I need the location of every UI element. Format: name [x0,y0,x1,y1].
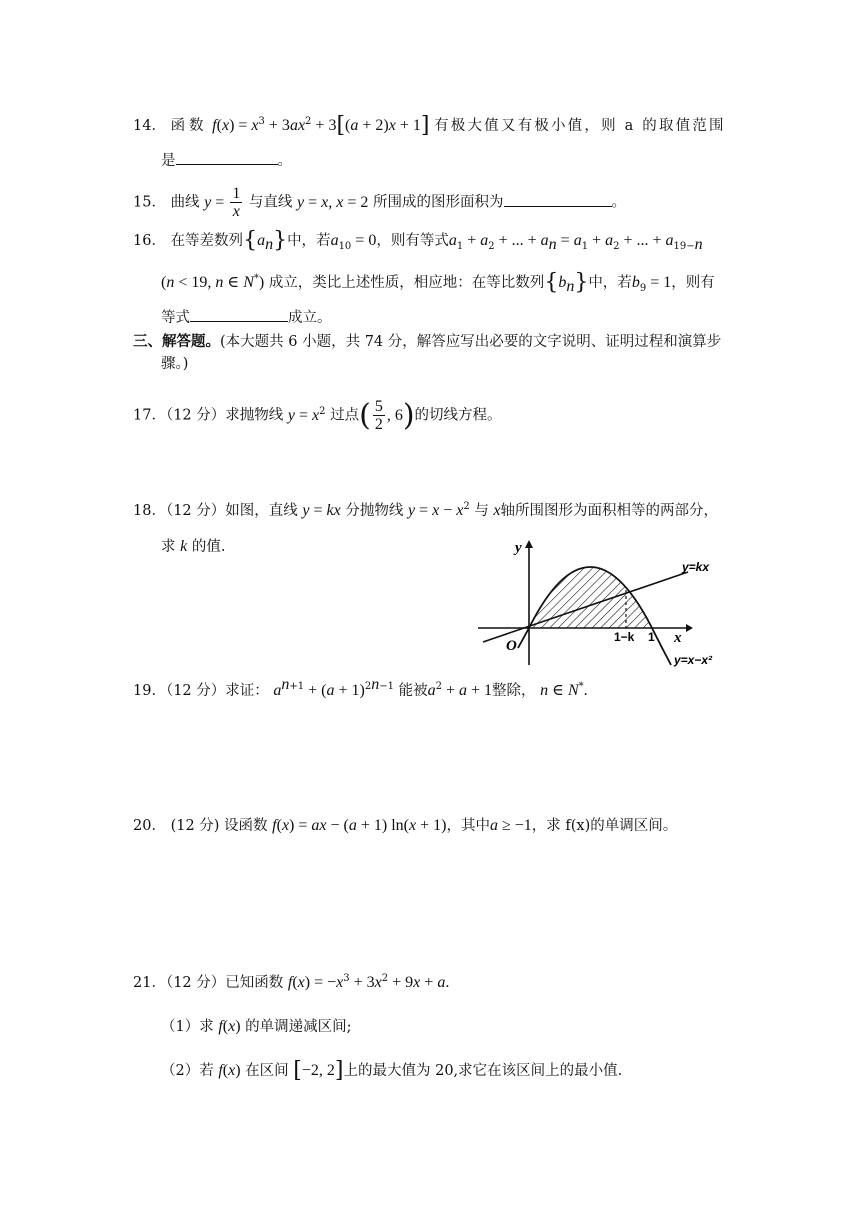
q17-text-2: 过点 [330,407,360,424]
q20-formula-1: f(x) = ax − (a + 1) ln(x + 1) [272,817,447,834]
q18-number: 18． [133,503,166,519]
q21-part2 [161,1058,623,1083]
q18-text-2: 分抛物线 [345,503,404,519]
q16-formula-sum: $a_1 + a_2$ + ... + $a_n = a_1 + a_2$ + ... + $a_{19-n}$ [448,232,703,253]
q20-text-2: ，其中 [446,818,490,834]
q19-formula-3: n ∈ N*. [540,681,588,699]
q19-text-1: 求证： [225,683,269,699]
q18-figure [478,538,738,672]
q16-answer-blank[interactable] [190,307,288,322]
section3-line2 [161,354,188,374]
label-tick-1: 1 [648,630,655,644]
q16-line2 [161,270,715,295]
q18-text-5: 求 [161,539,176,555]
q15-formula-1: y = $\frac{1}{x}$ [204,185,241,220]
q21-p2-text-1: 若 [199,1063,214,1079]
q15-formula-2: y = x, x = 2 [297,193,369,211]
q15-number: 15． [133,194,166,211]
q18-formula-k: k [180,538,188,555]
q16-formula-cond: (n < 19, n ∈ N*) [161,273,265,291]
q14-text-2: 有极大值又有极小值，则 a 的取值范围 [434,118,726,134]
q20-line [133,816,677,836]
q16-text-4: 成立，类比上述性质，相应地：在等比数列 [268,275,545,291]
q16-formula-b9: $b_9 = 1$ [631,274,672,294]
q20-score: (12 分) [170,818,220,834]
q21-p1-text-1: 求 [199,1019,214,1035]
q21-formula: $f(x) = -x^3 + 3x^2 + 9x + a$. [287,973,450,991]
q14-number: 14． [133,118,166,134]
q21-p2-label: （2） [161,1063,200,1079]
q20-number: 20． [133,818,166,834]
q15-text-3: 所围成的图形面积为 [373,194,504,211]
q14-text-4: 。 [277,153,292,169]
q15-answer-blank[interactable] [504,192,612,207]
q18-text-3: 与 [474,503,489,519]
q21-p1-formula: f(x) [218,1018,241,1035]
label-y: y [515,540,522,556]
label-curve: y=x−x² [674,653,713,667]
q19-score: （12 分） [165,683,226,699]
q18-formula-x: x [493,502,501,519]
section3-desc-1: (本大题共 6 小题，共 74 分，解答应写出必要的文字说明、证明过程和演算步 [220,334,722,350]
q21-p2-formula-2: [−2, 2] [293,1058,344,1083]
q21-p1-label: （1） [161,1019,200,1035]
q17-text-3: 的切线方程。 [414,407,502,424]
q17-text-1: 求抛物线 [225,407,284,424]
q19-formula-1: $a^{n+1} + (a + 1)^{2n-1}$ [273,676,394,699]
section3-line1 [133,332,721,352]
q16-number: 16． [133,233,166,249]
q19-line [133,676,588,701]
q16-formula-a10: $a_{10} = 0$ [330,232,377,252]
y-axis-arrow [525,540,533,548]
label-origin: O [506,638,517,654]
q19-number: 19． [133,683,166,699]
q21-p2-formula-1: f(x) [218,1062,241,1079]
q17-number: 17． [133,407,166,424]
q21-part1 [161,1017,352,1037]
q17-line [133,398,502,433]
q21-p2-text-3: 上的最大值为 20,求它在该区间上的最小值. [343,1063,623,1079]
q20-formula-2: a ≥ −1 [489,817,532,834]
label-tick-1k: 1−k [614,630,635,644]
q17-score: （12 分） [165,407,226,424]
q21-text-1: 已知函数 [225,975,284,991]
q14-formula: $f(x) = x^3 + 3ax^2 + 3[(a + 2)x + 1]$ [212,113,430,138]
q16-text-3: ，则有等式 [376,233,449,249]
q15-text-2: 与直线 [248,194,293,211]
q18-text-6: 的值. [191,539,226,555]
q21-score: （12 分） [165,975,226,991]
q15-text-1: 曲线 [170,194,200,211]
q19-formula-2: $a^2 + a + 1$ [427,681,493,699]
q18-formula-curve: $y = x - x^2$ [407,501,470,519]
section3-title: 三、解答题。 [133,333,220,350]
q18-score: （12 分） [165,503,226,519]
q16-text-5: 中，若 [588,275,632,291]
q18-line2 [161,537,225,557]
q14-text-3: 是 [161,153,176,169]
q14-answer-blank[interactable] [176,150,278,165]
q16-formula-an: $\{a_n\}$ [243,228,288,253]
q18-text-1: 如图，直线 [225,503,298,519]
q19-text-3: 整除， [492,683,536,699]
q16-text-7: 等式 [161,310,190,326]
q17-formula-1: $y = x^2$ [287,405,326,424]
q19-text-2: 能被 [398,683,428,699]
q18-formula-line: y = kx [302,502,341,519]
q16-text-6: ，则有 [671,275,715,291]
label-x: x [674,630,682,646]
section3-desc-2: 骤。) [161,356,189,372]
q15-text-4: 。 [611,194,627,211]
q18-figure-svg [478,538,738,668]
q21-p2-text-2: 在区间 [245,1063,289,1079]
q16-text-8: 成立。 [288,310,332,326]
x-axis-arrow [686,624,693,632]
q14-line1 [133,113,726,138]
q16-text-1: 在等差数列 [170,233,244,249]
q18-text-4: 轴所围图形为面积相等的两部分， [500,503,719,519]
q14-text-1: 函数 [170,118,208,134]
q21-number: 21． [133,975,166,991]
q17-formula-point: ( $\frac{5}{2}$ , 6) [359,397,415,433]
q14-line2 [161,150,292,171]
q20-text-3: ，求 f(x)的单调区间。 [531,818,678,834]
q20-text-1: 设函数 [224,818,268,834]
q21-p1-text-2: 的单调递减区间; [245,1019,352,1035]
q16-line3 [161,307,332,328]
label-line-kx: y=kx [682,560,710,574]
q16-text-2: 中，若 [287,233,331,249]
q16-formula-bn: $\{b_n\}$ [544,270,589,295]
q18-line1 [133,501,718,521]
q16-line1 [133,228,703,253]
q21-line [133,973,449,993]
q15-line [133,185,626,220]
